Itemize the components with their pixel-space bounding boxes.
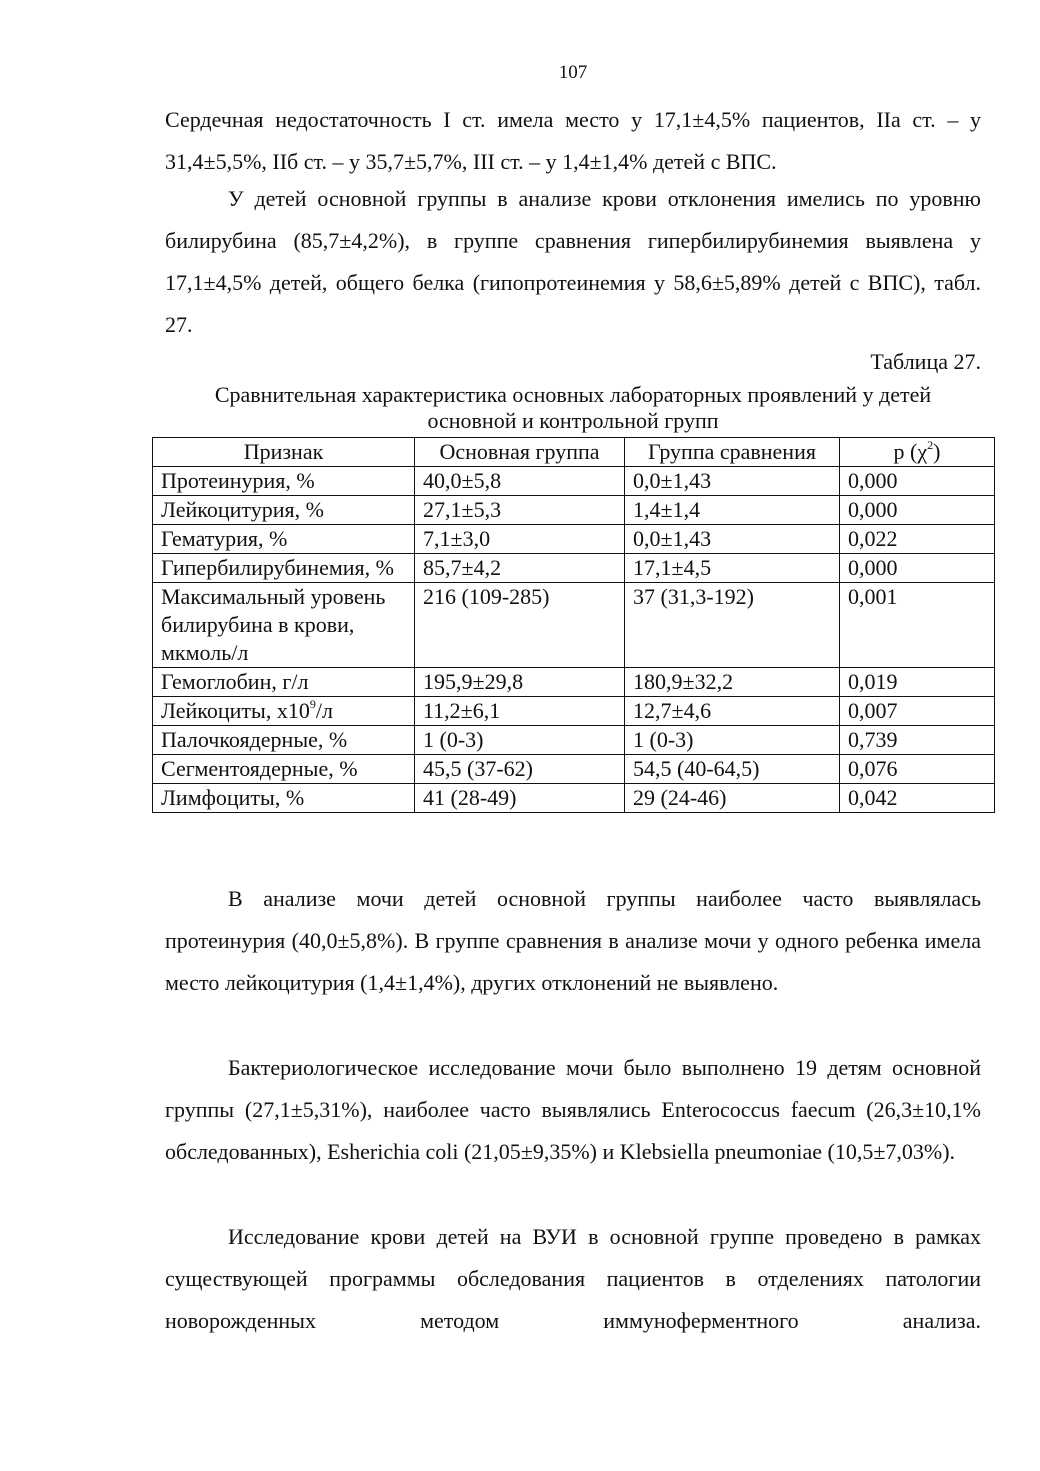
cell-main: 216 (109-285) [415, 583, 625, 668]
page-number: 107 [558, 62, 588, 83]
cell-main: 11,2±6,1 [415, 697, 625, 726]
lab-comparison-table [152, 437, 995, 813]
table-label: Таблица 27. [870, 349, 981, 374]
cell-main: 45,5 (37-62) [415, 755, 625, 784]
cell-sign-base: Лейкоциты, х10 [161, 698, 310, 723]
table-row [153, 784, 995, 813]
paragraph-urine-analysis: В анализе мочи детей основной группы наиболее часто выявлялась протеинурия (40,0±5,8%). В группе сравнения в анализе мочи у одного ребенка имела место лейкоцитурия (1,4±1,4%), других отклонений не выявлено. [165, 886, 981, 995]
header-p-value [840, 438, 995, 467]
table-row [153, 496, 995, 525]
cell-sign: Протеинурия, % [153, 467, 415, 496]
header-p-end: ) [933, 439, 941, 464]
cell-comparison: 1,4±1,4 [625, 496, 840, 525]
cell-p: 0,000 [840, 554, 995, 583]
header-sign: Признак [153, 438, 415, 467]
cell-sign: Максимальный уровень билирубина в крови, мкмоль/л [153, 583, 415, 668]
cell-p: 0,076 [840, 755, 995, 784]
header-p-base: p (χ [893, 439, 928, 464]
table-row [153, 467, 995, 496]
cell-sign: Гематурия, % [153, 525, 415, 554]
header-comparison-group: Группа сравнения [625, 438, 840, 467]
cell-comparison: 1 (0-3) [625, 726, 840, 755]
table-title [152, 382, 994, 434]
table-title-line-2: основной и контрольной групп [427, 408, 719, 433]
cell-sign: Гипербилирубинемия, % [153, 554, 415, 583]
cell-comparison: 12,7±4,6 [625, 697, 840, 726]
cell-sign: Сегментоядерные, % [153, 755, 415, 784]
cell-comparison: 0,0±1,43 [625, 525, 840, 554]
paragraph-bacteriology: Бактериологическое исследование мочи было выполнено 19 детям основной группы (27,1±5,31%), наиболее часто выявлялись Enterococcus faecum (26,3±10,1% обследованных), Esherichia coli (21,05±9,35%) и Klebsiella pneumoniae (10,5±7,03%). [165, 1055, 981, 1164]
cell-p: 0,019 [840, 668, 995, 697]
table-row [153, 525, 995, 554]
cell-p: 0,000 [840, 496, 995, 525]
table-header-row [153, 438, 995, 467]
cell-main: 195,9±29,8 [415, 668, 625, 697]
cell-main: 1 (0-3) [415, 726, 625, 755]
cell-p: 0,022 [840, 525, 995, 554]
cell-sign: Лейкоцитурия, % [153, 496, 415, 525]
header-main-group: Основная группа [415, 438, 625, 467]
paragraph-heart-failure: Сердечная недостаточность I ст. имела место у 17,1±4,5% пациентов, IIа ст. – у 31,4±5,5%, IIб ст. – у 35,7±5,7%, III ст. – у 1,4±1,4% детей с ВПС. [165, 107, 981, 174]
cell-sign-unit: /л [315, 698, 333, 723]
cell-sign: Лимфоциты, % [153, 784, 415, 813]
cell-comparison: 29 (24-46) [625, 784, 840, 813]
cell-comparison: 0,0±1,43 [625, 467, 840, 496]
cell-main: 40,0±5,8 [415, 467, 625, 496]
table-row [153, 726, 995, 755]
cell-sign [153, 697, 415, 726]
cell-main: 41 (28-49) [415, 784, 625, 813]
paragraph-blood-analysis: У детей основной группы в анализе крови отклонения имелись по уровню билирубина (85,7±4,2%), в группе сравнения гипербилирубинемия выявлена у 17,1±4,5% детей, общего белка (гипопротеинемия у 58,6±5,89% детей с ВПС), табл. 27. [165, 186, 981, 337]
cell-comparison: 54,5 (40-64,5) [625, 755, 840, 784]
cell-comparison: 37 (31,3-192) [625, 583, 840, 668]
cell-sign: Палочкоядерные, % [153, 726, 415, 755]
cell-p: 0,000 [840, 467, 995, 496]
cell-p: 0,001 [840, 583, 995, 668]
cell-main: 27,1±5,3 [415, 496, 625, 525]
table-row [153, 668, 995, 697]
cell-main: 85,7±4,2 [415, 554, 625, 583]
cell-sign-sup: 9 [309, 696, 316, 711]
table-row [153, 755, 995, 784]
table-row [153, 554, 995, 583]
table-row [153, 583, 995, 668]
header-p-sup: 2 [927, 437, 934, 452]
paragraph-infection-test: Исследование крови детей на ВУИ в основной группе проведено в рамках существующей программы обследования пациентов в отделениях патологии новорожденных методом иммуноферментного анализа. [165, 1224, 981, 1333]
table-title-line-1: Сравнительная характеристика основных лабораторных проявлений у детей [214, 382, 932, 407]
cell-p: 0,007 [840, 697, 995, 726]
cell-p: 0,739 [840, 726, 995, 755]
cell-sign: Гемоглобин, г/л [153, 668, 415, 697]
cell-comparison: 180,9±32,2 [625, 668, 840, 697]
cell-p: 0,042 [840, 784, 995, 813]
cell-comparison: 17,1±4,5 [625, 554, 840, 583]
table-row [153, 697, 995, 726]
cell-main: 7,1±3,0 [415, 525, 625, 554]
